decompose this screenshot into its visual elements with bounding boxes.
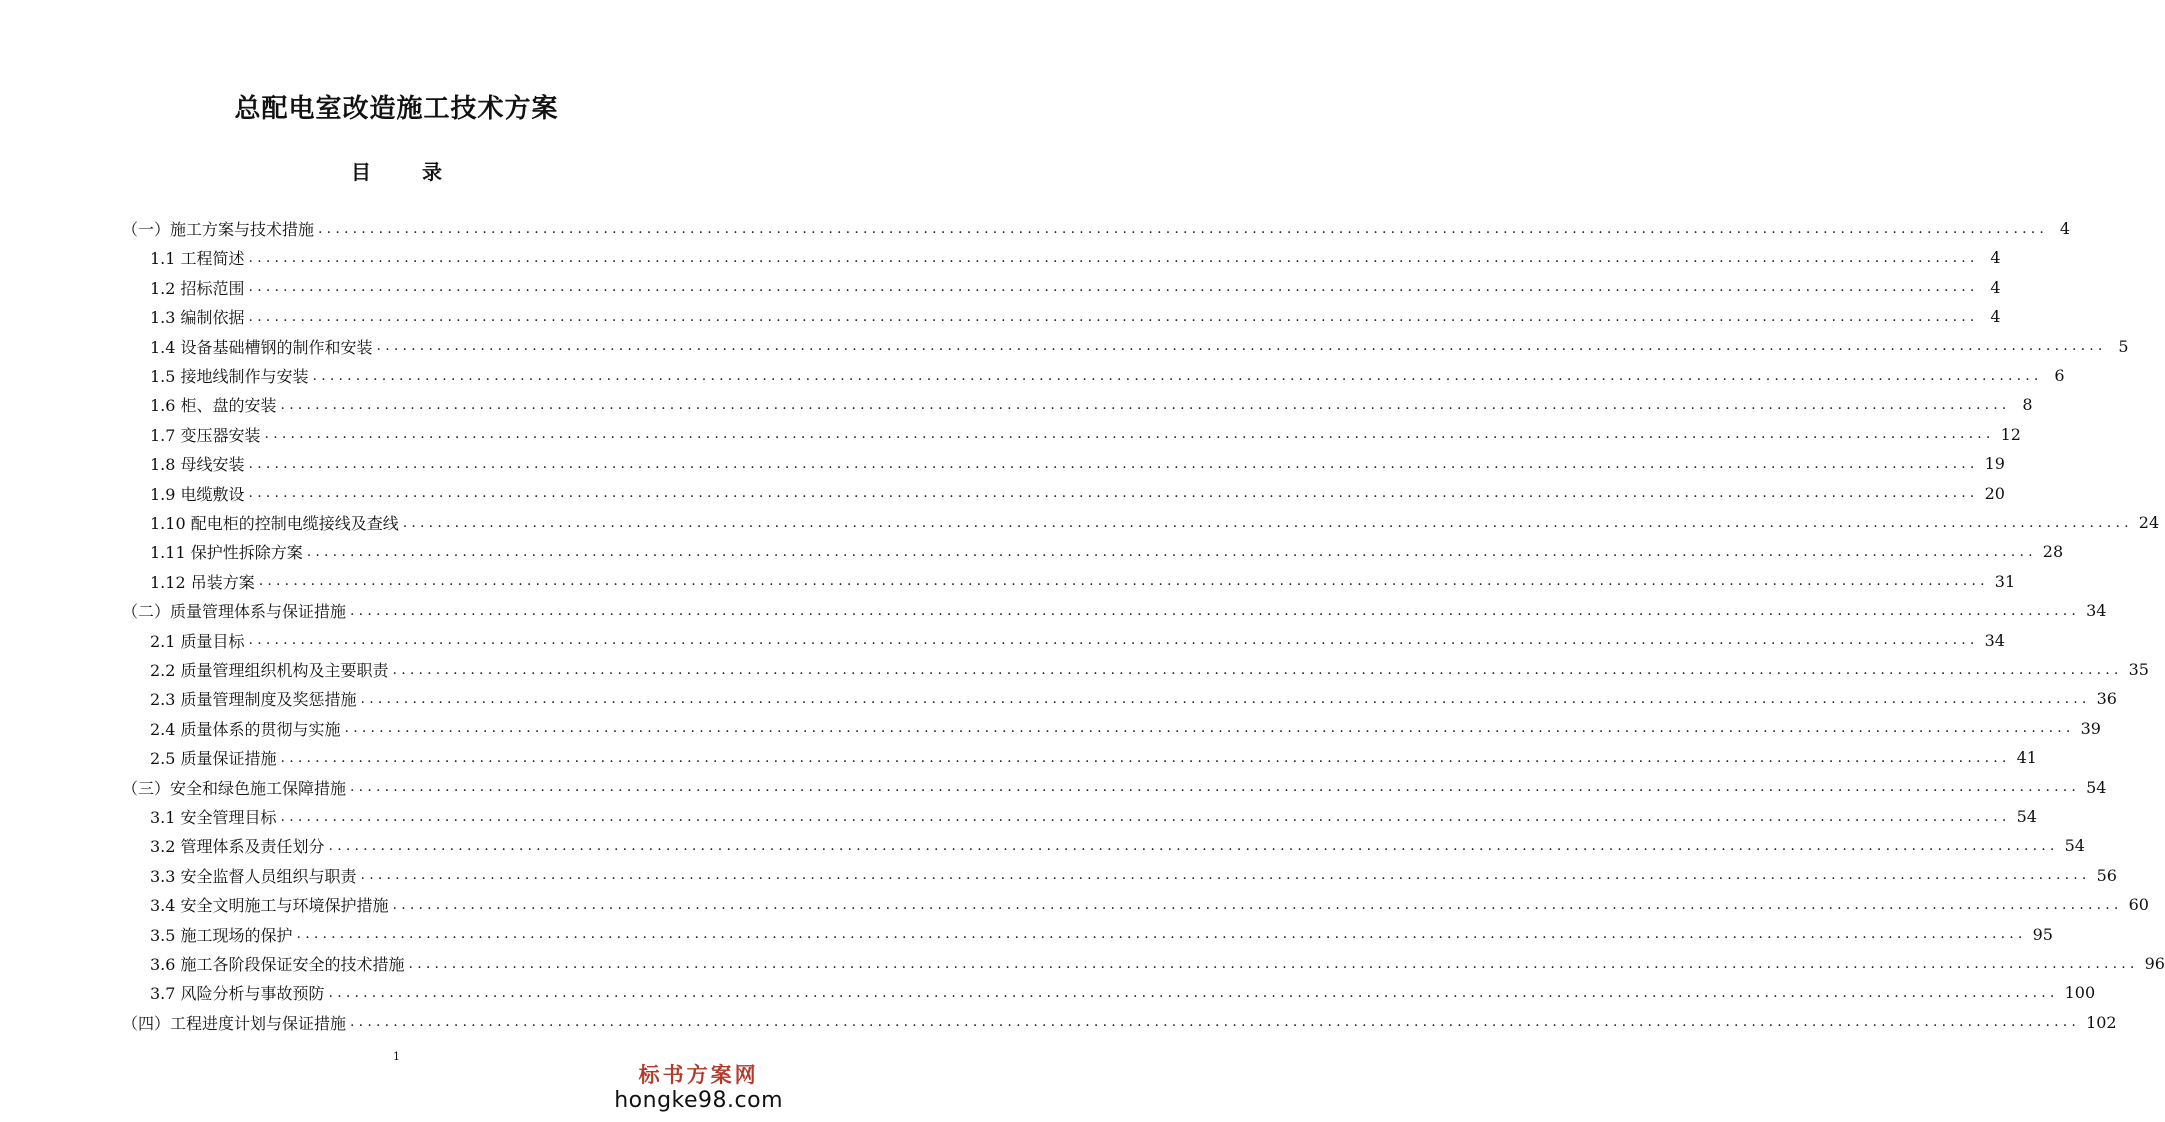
toc-entry-label: 2.2 质量管理组织机构及主要职责 [150,661,389,680]
toc-entry-page: 35 [2128,660,2149,679]
toc-dot-leader: ........................................................................................................................................................................................................ [248,279,1979,296]
page-number: 1 [393,1050,400,1063]
toc-entry[interactable] [150,302,2001,331]
toc-dot-leader: ........................................................................................................................................................................................................ [350,779,2081,796]
toc-entry[interactable] [150,567,2016,596]
toc-entry-label: 2.5 质量保证措施 [150,749,277,769]
toc-entry-label: 3.6 施工各阶段保证安全的技术措施 [150,955,405,974]
toc-entry[interactable] [150,978,2096,1007]
toc-entry-label: 1.3 编制依据 [150,308,245,328]
toc-entry-page: 102 [2086,1012,2117,1032]
toc-entry[interactable] [150,949,2165,978]
toc-dot-leader: ........................................................................................................................................................................................................ [392,896,2123,913]
watermark [614,1062,783,1114]
toc-dot-leader: ........................................................................................................................................................................................................ [248,632,1979,649]
toc-dot-leader: ........................................................................................................................................................................................................ [264,426,1995,443]
toc-entry-label: 3.3 安全监督人员组织与职责 [150,866,357,886]
toc-entry-label: 1.4 设备基础槽钢的制作和安装 [150,337,373,357]
toc-entry-label: 2.4 质量体系的贯彻与实施 [150,719,341,739]
toc-entry[interactable] [122,773,2107,802]
toc-entry-label: 1.9 电缆敷设 [150,484,245,504]
toc-entry-label: 1.5 接地线制作与安装 [150,367,309,386]
toc-dot-leader: ........................................................................................................................................................................................................ [360,867,2091,884]
toc-entry[interactable] [122,596,2107,625]
toc-entry-label: 2.1 质量目标 [150,631,245,651]
toc-entry-label: 2.3 质量管理制度及奖惩措施 [150,690,357,710]
toc-entry-page: 95 [2032,924,2053,944]
toc-entry-label: 3.4 安全文明施工与环境保护措施 [150,896,389,916]
toc-dot-leader: ........................................................................................................................................................................................................ [402,514,2133,531]
toc-entry-label: （三）安全和绿色施工保障措施 [122,778,347,798]
toc-entry[interactable] [150,243,2001,272]
toc-entry[interactable] [150,920,2053,949]
toc-entry-label: 1.11 保护性拆除方案 [150,543,303,563]
toc-entry[interactable] [150,332,2129,361]
toc-entry[interactable] [150,361,2065,390]
toc-dot-leader: ........................................................................................................................................................................................................ [318,220,2049,237]
toc-dot-leader: ........................................................................................................................................................................................................ [258,573,1989,590]
toc-entry-page: 12 [2000,424,2021,444]
toc-entry-label: 1.12 吊装方案 [150,572,255,592]
toc-dot-leader: ........................................................................................................................................................................................................ [312,367,2043,384]
toc-dot-leader: ........................................................................................................................................................................................................ [360,690,2091,707]
toc-entry-page: 34 [2086,601,2107,621]
toc-entry-page: 4 [1990,307,2001,327]
toc-entry-label: （四）工程进度计划与保证措施 [122,1013,347,1033]
toc-entry-page: 41 [2016,748,2037,768]
toc-entry-page: 60 [2128,895,2149,915]
toc-dot-leader: ........................................................................................................................................................................................................ [350,1014,2081,1031]
toc-entry[interactable] [150,684,2117,713]
toc-entry-label: 1.8 母线安装 [150,455,245,475]
toc-dot-leader: ........................................................................................................................................................................................................ [328,837,2059,854]
toc-entry-page: 28 [2042,542,2064,562]
toc-dot-leader: ........................................................................................................................................................................................................ [248,308,1979,325]
toc-entry-page: 20 [1984,483,2005,503]
toc-entry-page: 31 [1994,571,2016,591]
toc-entry-page: 54 [2086,777,2107,797]
toc-entry-label: 1.7 变压器安装 [150,425,261,445]
toc-dot-leader: ........................................................................................................................................................................................................ [408,955,2139,972]
toc-entry[interactable] [150,743,2037,772]
toc-entry[interactable] [122,214,2071,243]
toc-entry-label: 1.2 招标范围 [150,278,245,298]
toc-dot-leader: ........................................................................................................................................................................................................ [328,984,2059,1001]
toc-entry[interactable] [150,802,2037,831]
toc-entry-page: 39 [2080,718,2101,738]
toc-entry[interactable] [150,537,2064,566]
toc-entry[interactable] [150,479,2005,508]
toc-entry-label: 3.2 管理体系及责任划分 [150,837,325,857]
toc-dot-leader: ........................................................................................................................................................................................................ [280,396,2011,413]
toc-dot-leader: ........................................................................................................................................................................................................ [280,749,2011,766]
toc-dot-leader: ........................................................................................................................................................................................................ [248,485,1979,502]
watermark-url: hongke98.com [614,1088,783,1113]
toc-entry-label: 1.10 配电柜的控制电缆接线及查线 [150,514,399,533]
toc-entry-page: 4 [1990,248,2001,268]
toc-dot-leader: ........................................................................................................................................................................................................ [376,338,2107,355]
toc-entry-label: 1.6 柜、盘的安装 [150,396,277,416]
toc-entry[interactable] [150,714,2101,743]
toc-entry-page: 4 [2059,219,2071,238]
toc-entry-label: 3.7 风险分析与事故预防 [150,984,325,1004]
toc-entry[interactable] [150,626,2005,655]
toc-dot-leader: ........................................................................................................................................................................................................ [296,926,2027,943]
toc-dot-leader: ........................................................................................................................................................................................................ [248,455,1979,472]
toc-entry[interactable] [122,1008,2117,1037]
toc-entry-page: 4 [1990,277,2001,297]
toc-entry[interactable] [150,273,2001,302]
toc-entry-label: （二）质量管理体系与保证措施 [122,602,347,622]
toc-entry[interactable] [150,390,2033,419]
toc-entry[interactable] [150,890,2149,919]
toc-entry-page: 24 [2138,513,2160,532]
toc-entry-page: 54 [2016,807,2037,826]
toc-entry[interactable] [150,508,2160,537]
document-title: 总配电室改造施工技术方案 [234,94,559,124]
toc-entry[interactable] [150,449,2005,478]
toc-entry-label: 3.1 安全管理目标 [150,808,277,827]
toc-entry-page: 96 [2144,954,2165,973]
toc-entry-page: 5 [2118,336,2129,356]
toc-entry-page: 36 [2096,689,2117,709]
toc-entry-page: 100 [2064,983,2096,1003]
toc-entry-page: 56 [2096,865,2117,885]
toc-dot-leader: ........................................................................................................................................................................................................ [280,808,2011,825]
toc-entry-label: 3.5 施工现场的保护 [150,925,293,945]
toc-entry[interactable] [150,420,2021,449]
toc-entry[interactable] [150,861,2117,890]
toc-entry-page: 54 [2064,836,2085,856]
toc-dot-leader: ........................................................................................................................................................................................................ [248,249,1979,266]
toc-entry-label: （一）施工方案与技术措施 [122,220,315,239]
toc-dot-leader: ........................................................................................................................................................................................................ [344,720,2075,737]
toc-entry-label: 1.1 工程简述 [150,249,245,269]
toc-dot-leader: ........................................................................................................................................................................................................ [350,602,2081,619]
toc-entry-page: 6 [2054,366,2065,385]
toc-dot-leader: ........................................................................................................................................................................................................ [306,543,2037,560]
toc-heading: 目 录 [351,160,464,184]
toc-dot-leader: ........................................................................................................................................................................................................ [392,661,2123,678]
toc-entry-page: 34 [1984,630,2005,650]
toc-entry[interactable] [150,655,2149,684]
watermark-brand: 标书方案网 [638,1063,759,1087]
toc-entry-page: 8 [2022,395,2033,415]
toc-entry[interactable] [150,831,2085,860]
toc-entry-page: 19 [1984,454,2005,474]
